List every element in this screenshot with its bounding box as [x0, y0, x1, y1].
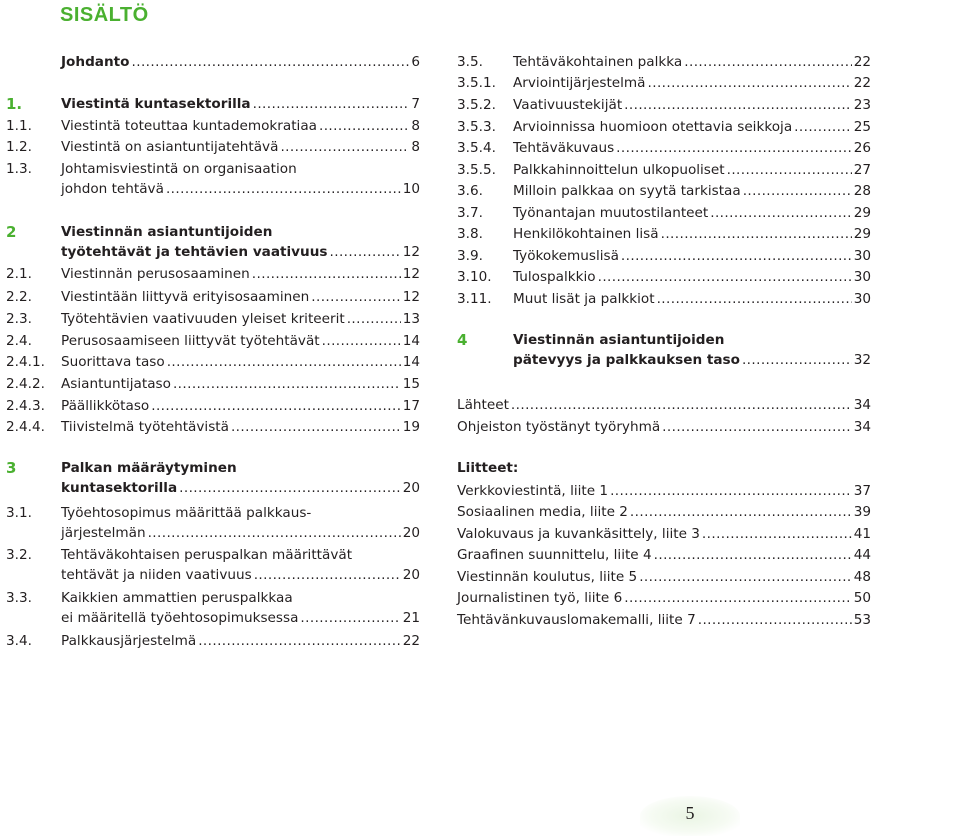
toc-entry-page: 22	[402, 633, 420, 649]
toc-entry-title: Tiivistelmä työtehtävistä	[61, 419, 229, 435]
toc-entry-title: Arvioinnissa huomioon otettavia seikkoja	[513, 119, 793, 135]
toc-entry-number: 2.3.	[6, 311, 32, 327]
toc-entry-title: Arviointijärjestelmä	[513, 75, 646, 91]
toc-entry-page: 21	[402, 610, 420, 626]
toc-entry-page: 25	[853, 119, 871, 135]
toc-entry-title: Tulospalkkio	[513, 269, 596, 285]
toc-entry-page: 34	[853, 419, 871, 435]
toc-entry-number: 1.2.	[6, 139, 32, 155]
toc-entry-page: 10	[402, 181, 420, 197]
toc-entry-title: Työkokemuslisä	[513, 248, 619, 264]
toc-entry-title: ei määritellä työehtosopimuksessa	[61, 610, 299, 626]
toc-entry-title: Palkkausjärjestelmä	[61, 633, 197, 649]
toc-entry-page: 23	[853, 97, 871, 113]
toc-entry-page: 41	[853, 526, 871, 542]
toc-entry-title: Viestinnän asiantuntijoiden	[513, 332, 725, 348]
toc-entry-title: Sosiaalinen media, liite 2	[457, 504, 628, 520]
toc-entry-title: Johtamisviestintä on organisaation	[61, 161, 297, 177]
toc-entry-number: 3.5.4.	[457, 140, 496, 156]
toc-entry-page: 17	[402, 398, 420, 414]
toc-entry-title: Perusosaamiseen liittyvät työtehtävät	[61, 333, 320, 349]
toc-entry-title: Viestinnän perusosaaminen	[61, 266, 250, 282]
toc-entry-title: tehtävät ja niiden vaativuus	[61, 567, 252, 583]
toc-entry-title: Vaativuustekijät	[513, 97, 623, 113]
toc-entry-number: 3.9.	[457, 248, 483, 264]
toc-entry-number: 4	[457, 331, 468, 349]
toc-entry-number: 3.10.	[457, 269, 492, 285]
dot-leader	[702, 524, 852, 544]
toc-entry-page: 8	[411, 139, 420, 155]
dot-leader	[657, 289, 852, 309]
toc-entry-number: 2.4.4.	[6, 419, 45, 435]
toc-entry-number: 3.1.	[6, 505, 32, 521]
toc-entry-page: 13	[402, 311, 420, 327]
toc-entry-number: 2.4.1.	[6, 354, 45, 370]
dot-leader	[698, 610, 852, 630]
dot-leader	[311, 287, 400, 307]
toc-entry-page: 26	[853, 140, 871, 156]
dot-leader	[330, 242, 401, 262]
dot-leader	[710, 203, 851, 223]
toc-entry-number: 3.8.	[457, 226, 483, 242]
toc-entry-page: 29	[853, 226, 871, 242]
toc-entry-number: 3.3.	[6, 590, 32, 606]
dot-leader	[347, 309, 401, 329]
toc-entry-page: 30	[853, 248, 871, 264]
dot-leader	[132, 52, 410, 72]
toc-entry-number: 3.5.5.	[457, 162, 496, 178]
toc-entry-page: 20	[402, 480, 420, 496]
toc-entry-page: 6	[411, 54, 420, 70]
toc-entry-number: 3.4.	[6, 633, 32, 649]
toc-entry-title: Valokuvaus ja kuvankäsittely, liite 3	[457, 526, 700, 542]
toc-entry-title: Viestinnän asiantuntijoiden	[61, 224, 273, 240]
toc-entry-title: Verkkoviestintä, liite 1	[457, 483, 609, 499]
dot-leader	[727, 160, 852, 180]
toc-entry-title: Johdanto	[61, 54, 130, 70]
toc-entry-title: Tehtäväkohtainen palkka	[513, 54, 683, 70]
toc-entry-title: Viestinnän koulutus, liite 5	[457, 569, 638, 585]
dot-leader	[742, 350, 852, 370]
dot-leader	[167, 352, 401, 372]
toc-entry-number: 3.5.3.	[457, 119, 496, 135]
dot-leader	[231, 417, 401, 437]
toc-entry-number: 2.4.3.	[6, 398, 45, 414]
dot-leader	[662, 417, 852, 437]
toc-entry-page: 15	[402, 376, 420, 392]
toc-entry-title: Tehtäväkuvaus	[513, 140, 615, 156]
toc-entry-title: Tehtävänkuvauslomakemalli, liite 7	[457, 612, 696, 628]
dot-leader	[684, 52, 851, 72]
toc-entry-page: 50	[853, 590, 871, 606]
dot-leader	[319, 116, 409, 136]
toc-entry-title: Työnantajan muutostilanteet	[513, 205, 709, 221]
toc-entry-page: 30	[853, 291, 871, 307]
toc-entry-title: Graafinen suunnittelu, liite 4	[457, 547, 652, 563]
dot-leader	[151, 396, 400, 416]
dot-leader	[598, 267, 852, 287]
toc-entry-number: 1.3.	[6, 161, 32, 177]
toc-entry-title: pätevyys ja palkkauksen taso	[513, 352, 740, 368]
toc-entry-number: 1.1.	[6, 118, 32, 134]
dot-leader	[624, 95, 852, 115]
toc-entry-title: Suorittava taso	[61, 354, 165, 370]
toc-entry-title: Henkilökohtainen lisä	[513, 226, 659, 242]
dot-leader	[253, 94, 410, 114]
toc-entry-title: kuntasektorilla	[61, 480, 178, 496]
toc-entry-number: 3.2.	[6, 547, 32, 563]
toc-entry-page: 20	[402, 567, 420, 583]
toc-entry-number: 2.2.	[6, 289, 32, 305]
toc-entry-title: Viestintä toteuttaa kuntademokratiaa	[61, 118, 317, 134]
toc-entry-page: 27	[853, 162, 871, 178]
dot-leader	[280, 137, 409, 157]
dot-leader	[511, 395, 852, 415]
toc-entry-number: 3.7.	[457, 205, 483, 221]
toc-entry-number: 1.	[6, 95, 23, 113]
dot-leader	[254, 565, 401, 585]
toc-entry-page: 8	[411, 118, 420, 134]
toc-entry-page: 14	[402, 333, 420, 349]
toc-entry-number: 3	[6, 459, 17, 477]
toc-entry-number: 3.5.1.	[457, 75, 496, 91]
toc-entry-page: 12	[402, 289, 420, 305]
toc-entry-title: Palkan määräytyminen	[61, 460, 237, 476]
toc-entry-title: järjestelmän	[61, 525, 146, 541]
dot-leader	[300, 608, 400, 628]
toc-entry-page: 22	[853, 54, 871, 70]
toc-entry-title: Asiantuntijataso	[61, 376, 171, 392]
toc-entry-number: 3.6.	[457, 183, 483, 199]
toc-entry-page: 22	[853, 75, 871, 91]
toc-entry-number: 2.1.	[6, 266, 32, 282]
toc-entry-page: 28	[853, 183, 871, 199]
toc-entry-title: Ohjeiston työstänyt työryhmä	[457, 419, 661, 435]
toc-entry-page: 7	[411, 96, 420, 112]
toc-entry-title: Tehtäväkohtaisen peruspalkan määrittävät	[61, 547, 353, 563]
toc-entry-page: 32	[853, 352, 871, 368]
dot-leader	[648, 73, 852, 93]
dot-leader	[198, 631, 401, 651]
page-title: SISÄLTÖ	[60, 4, 149, 26]
toc-entry-title: Muut lisät ja palkkiot	[513, 291, 655, 307]
toc-entry-title: Journalistinen työ, liite 6	[457, 590, 623, 606]
toc-entry-number: 2	[6, 223, 17, 241]
dot-leader	[654, 545, 852, 565]
dot-leader	[166, 179, 401, 199]
dot-leader	[179, 478, 401, 498]
toc-entry-title: johdon tehtävä	[61, 181, 164, 197]
toc-entry-number: 3.5.2.	[457, 97, 496, 113]
dot-leader	[148, 523, 401, 543]
toc-entry-title: Viestintä kuntasektorilla	[61, 96, 251, 112]
dot-leader	[610, 481, 852, 501]
toc-entry-number: 2.4.	[6, 333, 32, 349]
toc-entry-page: 19	[402, 419, 420, 435]
dot-leader	[794, 117, 852, 137]
toc-entry-page: 14	[402, 354, 420, 370]
dot-leader	[624, 588, 851, 608]
toc-entry-page: 20	[402, 525, 420, 541]
toc-entry-title: Päällikkötaso	[61, 398, 150, 414]
toc-entry-title: Työehtosopimus määrittää palkkaus-	[61, 505, 312, 521]
toc-entry-title: Viestintään liittyvä erityisosaaminen	[61, 289, 310, 305]
dot-leader	[661, 224, 852, 244]
page-number: 5	[685, 803, 695, 823]
toc-entry-page: 48	[853, 569, 871, 585]
toc-entry-title: Viestintä on asiantuntijatehtävä	[61, 139, 279, 155]
toc-entry-title: Lähteet	[457, 397, 509, 413]
toc-entry-number: 3.11.	[457, 291, 492, 307]
dot-leader	[743, 181, 852, 201]
dot-leader	[616, 138, 852, 158]
dot-leader	[322, 331, 401, 351]
toc-entry-number: 3.5.	[457, 54, 483, 70]
toc-entry-page: 39	[853, 504, 871, 520]
toc-entry-page: 30	[853, 269, 871, 285]
toc-entry-page: 53	[853, 612, 871, 628]
toc-entry-title: Milloin palkkaa on syytä tarkistaa	[513, 183, 741, 199]
toc-entry-page: 12	[402, 244, 420, 260]
dot-leader	[252, 264, 401, 284]
toc-entry-page: 37	[853, 483, 871, 499]
toc-entry-title: Kaikkien ammattien peruspalkkaa	[61, 590, 293, 606]
toc-entry-page: 34	[853, 397, 871, 413]
toc-entry-title: Työtehtävien vaativuuden yleiset kriteerit	[61, 311, 345, 327]
dot-leader	[621, 246, 852, 266]
toc-entry-number: 2.4.2.	[6, 376, 45, 392]
toc-entry-title: työtehtävät ja tehtävien vaativuus	[61, 244, 328, 260]
dot-leader	[639, 567, 851, 587]
dot-leader	[173, 374, 401, 394]
toc-entry-title: Palkkahinnoittelun ulkopuoliset	[513, 162, 725, 178]
dot-leader	[630, 502, 852, 522]
toc-entry-page: 29	[853, 205, 871, 221]
toc-entry-page: 12	[402, 266, 420, 282]
toc-entry-page: 44	[853, 547, 871, 563]
toc-entry-title: Liitteet:	[457, 460, 519, 476]
